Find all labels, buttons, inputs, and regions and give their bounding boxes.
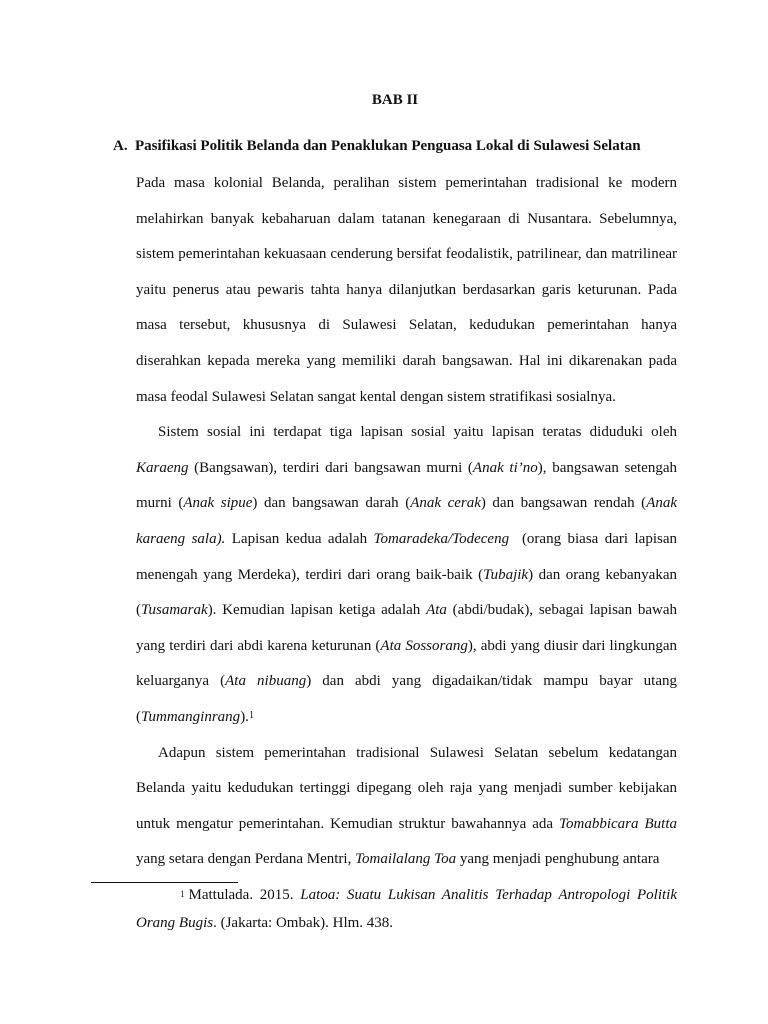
footnote [136, 881, 677, 937]
term-tubajik: Tubajik [483, 566, 529, 583]
text-run: yang menjadi penghubung antara [456, 851, 660, 868]
text-run: ) dan orang kebanyakan ( [136, 566, 677, 619]
paragraph-1: Pada masa kolonial Belanda, peralihan sistem pemerintahan tradisional ke modern melahirkan banyak kebaharuan dalam tatanan kenegaraan di Nusantara. Sebelumnya, sistem pemerintahan kekuasaan cenderung bersifat feodalistik, patrilinear, dan matrilinear yaitu penerus atau pewaris tahta hanya dilanjutkan berdasarkan garis keturunan. Pada masa tersebut, khususnya di Sulawesi Selatan, kedudukan pemerintahan hanya diserahkan kepada mereka yang memiliki darah bangsawan. Hal ini dikarenakan pada masa feodal Sulawesi Selatan sangat kental dengan sistem stratifikasi sosialnya. [136, 175, 677, 405]
footnote-book-title: Latoa: Suatu Lukisan Analitis Terhadap Antropologi Politik Orang Bugis [136, 887, 677, 931]
text-run: Adapun sistem pemerintahan tradisional Sulawesi Selatan sebelum kedatangan Belanda yaitu kedudukan tertinggi dipegang oleh raja yang menjadi sumber kebijakan untuk mengatur pemerintahan. Kemudian struktur bawahannya ada [136, 744, 677, 832]
section-letter: A. [113, 138, 128, 154]
term-tomabbicara-butta: Tomabbicara Butta [559, 815, 677, 832]
text-run: Lapisan kedua adalah [225, 530, 374, 547]
footnote-reference[interactable]: 1 [248, 709, 254, 721]
paragraph-3 [136, 736, 677, 878]
term-tomaradeka: Tomaradeka/Todeceng [373, 530, 510, 547]
text-run: (abdi/budak), sebagai lapisan bawah yang terdiri dari abdi karena keturunan ( [136, 602, 677, 654]
chapter-title: BAB II [371, 92, 419, 108]
text-run: ). [240, 708, 249, 725]
text-run: (orang biasa dari lapisan menengah yang Merdeka), terdiri dari orang baik-baik ( [136, 530, 681, 583]
section-heading [113, 138, 641, 155]
text-run: ) dan abdi yang digadaikan/tidak mampu bayar utang ( [136, 673, 678, 725]
term-ata: Ata [426, 602, 447, 619]
body-text [136, 166, 681, 878]
section-title: Pasifikasi Politik Belanda dan Penaklukan Penguasa Lokal di Sulawesi Selatan [135, 138, 641, 154]
term-tummanginrang: Tummanginrang [141, 708, 241, 725]
text-run: ) dan bangsawan rendah ( [480, 495, 647, 512]
text-run: (Bangsawan), terdiri dari bangsawan murni ( [188, 459, 473, 476]
footnote-author: Mattulada. 2015. [188, 887, 301, 903]
text-run: ), abdi yang diusir dari lingkungan keluarganya ( [136, 637, 677, 690]
term-ata-sossorang: Ata Sossorang [380, 637, 468, 654]
text-run: ), bangsawan setengah murni ( [136, 459, 677, 512]
footnote-number: 1 [180, 889, 185, 899]
term-anak-tino: Anak ti’no [472, 459, 538, 476]
term-anak-karaeng-sala: Anak karaeng sala). [136, 495, 678, 547]
term-ata-nibuang: Ata nibuang [225, 673, 307, 690]
text-run: Sistem sosial ini terdapat tiga lapisan sosial yaitu lapisan teratas diduduki oleh [158, 424, 677, 441]
text-run: ). Kemudian lapisan ketiga adalah [207, 602, 427, 619]
term-tomailalang-toa: Tomailalang Toa [355, 851, 457, 868]
text-run: ) dan bangsawan darah ( [252, 495, 411, 512]
term-anak-cerak: Anak cerak [410, 495, 481, 512]
text-run: yang setara dengan Perdana Mentri, [136, 851, 356, 868]
paragraph-2 [136, 415, 681, 735]
term-tusamarak: Tusamarak [141, 602, 208, 619]
term-anak-sipue: Anak sipue [183, 495, 253, 512]
footnote-publication: . (Jakarta: Ombak). Hlm. 438. [213, 915, 394, 931]
term-karaeng: Karaeng [136, 459, 189, 476]
